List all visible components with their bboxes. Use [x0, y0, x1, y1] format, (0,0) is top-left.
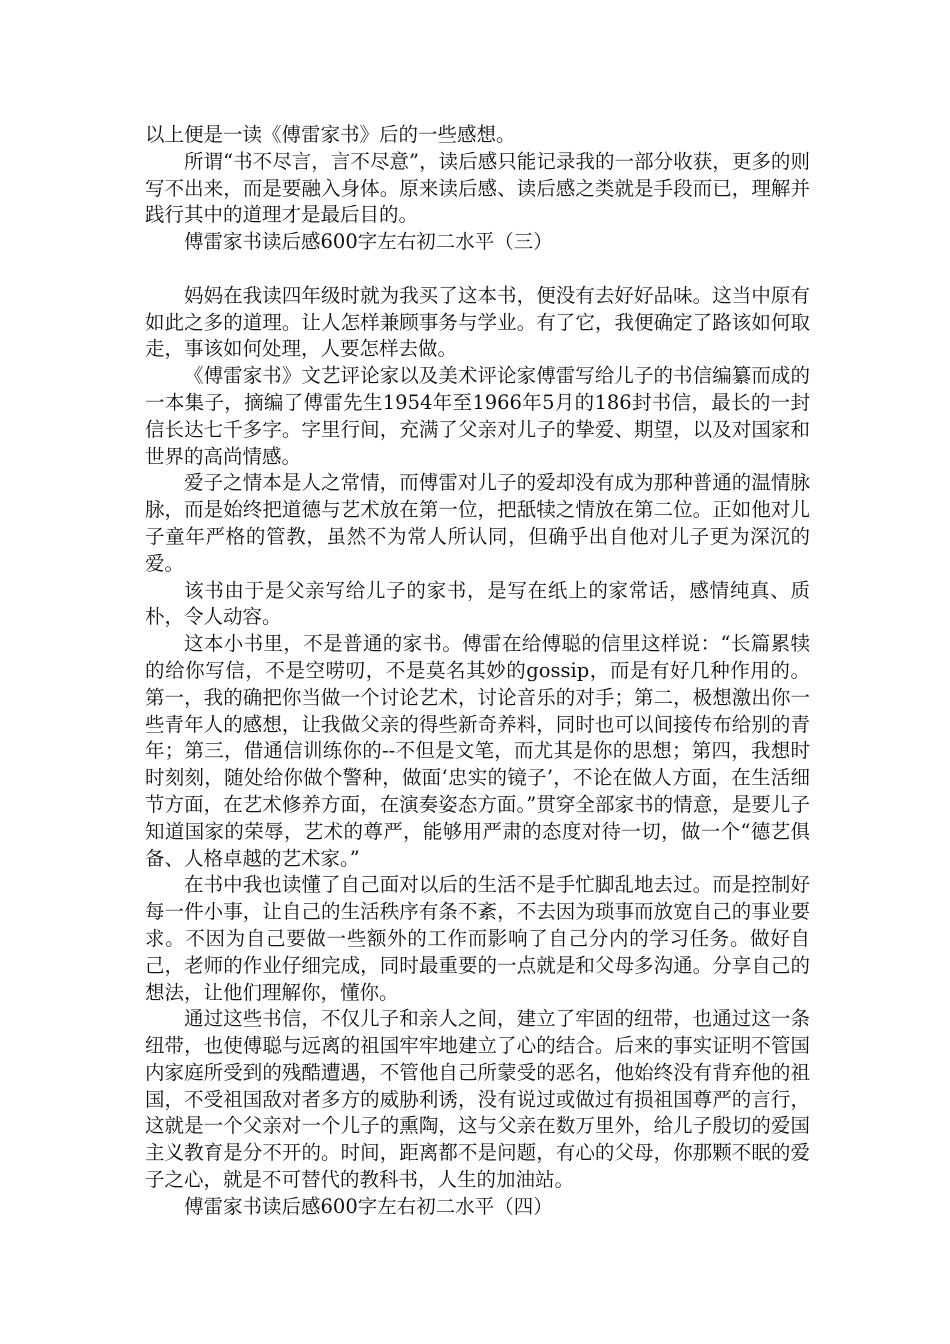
document-page — [145, 122, 810, 1221]
paragraph-fatherly-love: 爱子之情本是人之常情，而傅雷对儿子的爱却没有成为那种普通的温情脉脉，而是始终把道德与艺术放在第一位，把舐犊之情放在第二位。正如他对儿子童年严格的管教，虽然不为常人所认同，但确乎出自他对儿子更为深沉的爱。 — [145, 471, 810, 575]
paragraph-intro: 妈妈在我读四年级时就为我买了这本书，便没有去好好品味。这当中原有如此之多的道理。让人怎样兼顾事务与学业。有了它，我便确定了路该如何取走，事该如何处理，人要怎样去做。 — [145, 283, 810, 361]
paragraph-patriotism: 通过这些书信，不仅儿子和亲人之间，建立了牢固的纽带，也通过这一条纽带，也使傅聪与远离的祖国牢牢地建立了心的结合。后来的事实证明不管国内家庭所受到的残酷遭遇，不管他自己所蒙受的恶名，他始终没有背弃他的祖国，不受祖国敌对者多方的威胁利诱，没有说过或做过有损祖国尊严的言行，这就是一个父亲对一个儿子的熏陶，这与父亲在数万里外，给儿子殷切的爱国主义教育是分不开的。时间，距离都不是问题，有心的父母，你那颗不眠的爱子之心，就是不可替代的教科书，人生的加油站。 — [145, 1007, 810, 1192]
section-heading-three: 傅雷家书读后感600字左右初二水平（三） — [184, 230, 553, 254]
paragraph-sincere-letters: 该书由于是父亲写给儿子的家书，是写在纸上的家常话，感情纯真、质朴，令人动容。 — [145, 578, 810, 629]
paragraph-closing-remark: 以上便是一读《傅雷家书》后的一些感想。 — [145, 123, 516, 146]
paragraph-personal-lesson: 在书中我也读懂了自己面对以后的生活不是手忙脚乱地去过。而是控制好每一件小事，让自己的生活秩序有条不紊，不去因为琐事而放宽自己的事业要求。不因为自己要做一些额外的工作而影响了自己分内的学习任务。做好自己，老师的作业仔细完成，同时最重要的一点就是和父母多沟通。分享自己的想法，让他们理解你，懂你。 — [145, 873, 810, 1004]
paragraph-book-description: 《傅雷家书》文艺评论家以及美术评论家傅雷写给儿子的书信编纂而成的一本集子，摘编了傅雷先生1954年至1966年5月的186封书信，最长的一封信长达七千多字。字里行间，充满了父亲对儿子的挚爱、期望，以及对国家和世界的高尚情感。 — [145, 364, 810, 468]
blank-line — [145, 256, 810, 283]
paragraph-letter-quote: 这本小书里，不是普通的家书。傅雷在给傅聪的信里这样说：“长篇累犊的给你写信，不是空唠叨，不是莫名其妙的gossip，而是有好几种作用的。第一，我的确把你当做一个讨论艺术，讨论音乐的对手；第二，极想激出你一些青年人的感想，让我做父亲的得些新奇养料，同时也可以间接传布给别的青年；第三，借通信训练你的--不但是文笔，而尤其是你的思想；第四，我想时时刻刻，随处给你做个警种，做面‘忠实的镜子’，不论在做人方面，在生活细节方面，在艺术修养方面，在演奏姿态方面。”贯穿全部家书的情意，是要儿子知道国家的荣辱，艺术的尊严，能够用严肃的态度对待一切，做一个“德艺俱备、人格卓越的艺术家。” — [145, 632, 810, 870]
paragraph-reflection: 所谓“书不尽言，言不尽意”，读后感只能记录我的一部分收获，更多的则写不出来，而是要融入身体。原来读后感、读后感之类就是手段而已，理解并践行其中的道理才是最后目的。 — [145, 149, 810, 227]
section-heading-four: 傅雷家书读后感600字左右初二水平（四） — [184, 1194, 553, 1218]
